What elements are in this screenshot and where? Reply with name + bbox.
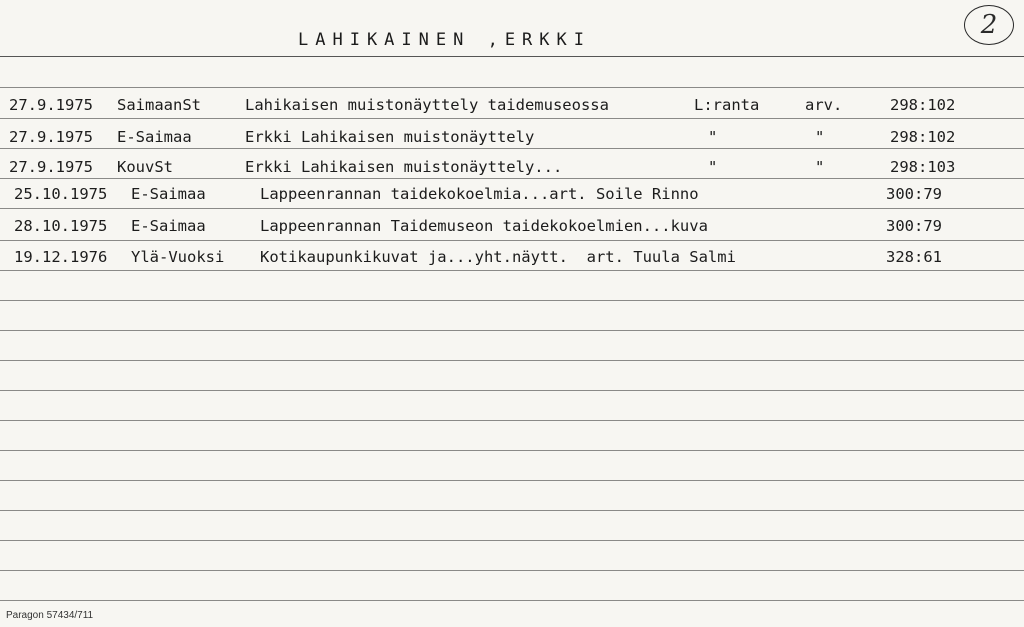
entry-source: Ylä-Vuoksi (131, 248, 225, 266)
ruled-line (0, 87, 1024, 88)
entry-description: Lahikaisen muistonäyttely taidemuseossa (245, 96, 609, 114)
ruled-line (0, 330, 1024, 331)
entry-type: " (815, 158, 825, 176)
entry-description: Erkki Lahikaisen muistonäyttely (245, 128, 535, 146)
ruled-line (0, 540, 1024, 541)
entry-source: E-Saimaa (131, 185, 206, 203)
card-title: LAHIKAINEN ,ERKKI (298, 30, 591, 50)
entry-date: 19.12.1976 (14, 248, 108, 266)
entry-description: Lappeenrannan Taidemuseon taidekokoelmien...kuva (260, 217, 708, 235)
ruled-line (0, 208, 1024, 209)
ruled-line (0, 480, 1024, 481)
entry-row (0, 246, 1024, 270)
entry-description: Lappeenrannan taidekokoelmia...art. Soile Rinno (260, 185, 699, 203)
entry-source: SaimaanSt (117, 96, 201, 114)
entry-ref: 300:79 (886, 185, 942, 203)
entry-date: 25.10.1975 (14, 185, 108, 203)
entry-row (0, 156, 1024, 180)
ruled-line (0, 600, 1024, 601)
entry-date: 27.9.1975 (9, 158, 93, 176)
entry-date: 27.9.1975 (9, 128, 93, 146)
entry-row (0, 126, 1024, 150)
entry-ref: 298:102 (890, 96, 956, 114)
entry-type: arv. (805, 96, 843, 114)
entry-ref: 298:102 (890, 128, 956, 146)
entry-date: 28.10.1975 (14, 217, 108, 235)
ruled-line (0, 300, 1024, 301)
entry-place: L:ranta (694, 96, 760, 114)
entry-source: KouvSt (117, 158, 173, 176)
ruled-line (0, 360, 1024, 361)
ruled-line (0, 450, 1024, 451)
entry-ref: 300:79 (886, 217, 942, 235)
entry-source: E-Saimaa (131, 217, 206, 235)
ruled-line (0, 420, 1024, 421)
ruled-line (0, 390, 1024, 391)
card-footer: Paragon 57434/711 (6, 610, 94, 621)
entry-place: " (708, 128, 718, 146)
header-rule (0, 56, 1024, 57)
entry-place: " (708, 158, 718, 176)
page-number: 2 (980, 10, 998, 40)
entry-description: Erkki Lahikaisen muistonäyttely... (245, 158, 563, 176)
ruled-line (0, 510, 1024, 511)
entry-description: Kotikaupunkikuvat ja...yht.näytt. art. Tuula Salmi (260, 248, 736, 266)
entry-row (0, 94, 1024, 118)
entry-row (0, 183, 1024, 207)
ruled-line (0, 240, 1024, 241)
ruled-line (0, 570, 1024, 571)
entry-type: " (815, 128, 825, 146)
ruled-line (0, 270, 1024, 271)
entry-ref: 298:103 (890, 158, 956, 176)
entry-ref: 328:61 (886, 248, 942, 266)
ruled-line (0, 118, 1024, 119)
page-number-circle (964, 5, 1014, 45)
entry-source: E-Saimaa (117, 128, 192, 146)
entry-row (0, 215, 1024, 239)
entry-date: 27.9.1975 (9, 96, 93, 114)
